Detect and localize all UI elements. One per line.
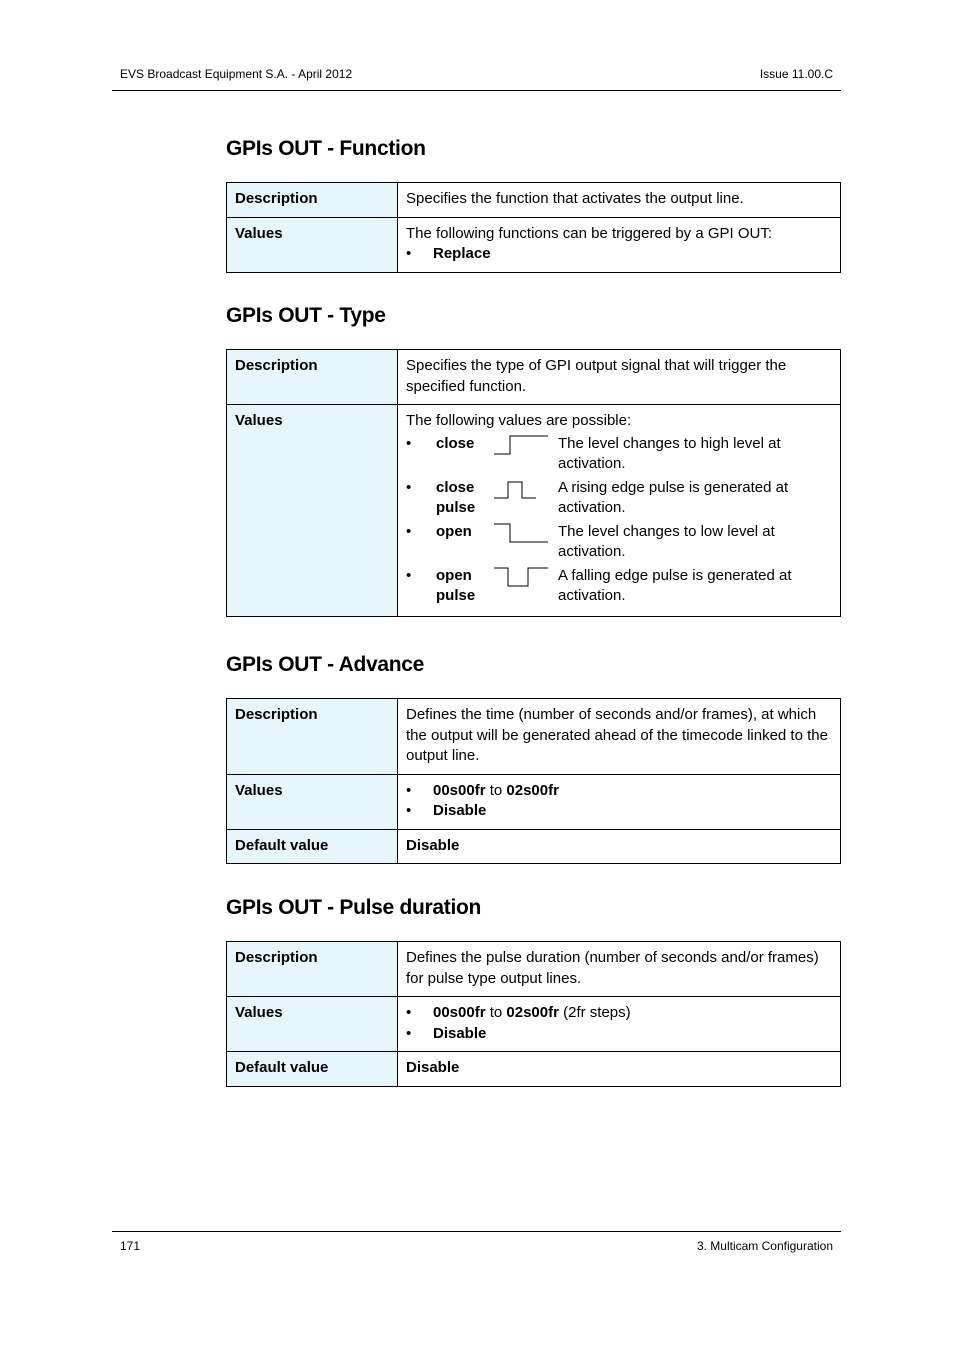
list-item: [406, 781, 832, 802]
advance-table: [226, 698, 841, 864]
bullet: •: [406, 802, 412, 819]
page-footer: [112, 1231, 841, 1253]
bullet: •: [406, 478, 412, 496]
list-item: [406, 244, 832, 265]
bullet: •: [406, 1024, 412, 1042]
row-value: [398, 997, 841, 1052]
range-to-word: to: [489, 1004, 503, 1021]
table-row: [227, 942, 841, 997]
row-label: Description: [227, 699, 398, 775]
value-description: The level changes to low level at activation.: [558, 522, 775, 560]
row-label: Description: [227, 183, 398, 218]
table-row: [227, 829, 841, 864]
list-item: [406, 566, 832, 607]
row-label: Values: [227, 774, 398, 829]
row-label: Values: [227, 997, 398, 1052]
table-row: [227, 774, 841, 829]
table-row: [227, 217, 841, 272]
table-row: [227, 1052, 841, 1087]
row-label: Default value: [227, 829, 398, 864]
bullet: •: [406, 566, 412, 584]
chapter-title: 3. Multicam Configuration: [696, 1239, 833, 1253]
value-description: The level changes to high level at activation.: [558, 434, 781, 472]
section-title-function: GPIs OUT - Function: [226, 137, 426, 160]
value-name: Replace: [433, 245, 491, 262]
list-item: [406, 801, 832, 822]
bullet: •: [406, 434, 412, 452]
value-description: A falling edge pulse is generated at activation.: [558, 566, 792, 604]
section-title-type: GPIs OUT - Type: [226, 304, 386, 327]
row-label: Description: [227, 350, 398, 405]
range-to: 02s00fr: [506, 781, 559, 799]
page-header: [112, 58, 841, 91]
value-name: Disable: [433, 1024, 487, 1042]
value-description: A rising edge pulse is generated at activation.: [558, 478, 789, 516]
section-title-pulse-duration: GPIs OUT - Pulse duration: [226, 896, 482, 919]
table-row: [227, 997, 841, 1052]
value-name: close: [436, 434, 475, 452]
default-value: Disable: [406, 836, 460, 854]
bullet: •: [406, 522, 412, 540]
list-item: [406, 478, 832, 519]
list-item: [406, 1003, 832, 1024]
value-name: open pulse: [436, 566, 476, 604]
row-value: [398, 1052, 841, 1087]
row-value: Defines the time (number of seconds and/or frames), at which the output will be generated ahead of the timecode linked to the output line.: [398, 699, 841, 775]
table-row: [227, 183, 841, 218]
list-item: [406, 522, 832, 563]
pulse-duration-table: [226, 941, 841, 1087]
section-title-advance: GPIs OUT - Advance: [226, 653, 425, 676]
rising-step-icon: [492, 434, 558, 454]
values-intro: The following values are possible:: [406, 412, 632, 429]
low-pulse-icon: [492, 566, 558, 586]
row-label: Default value: [227, 1052, 398, 1087]
row-label: Values: [227, 405, 398, 617]
bullet: •: [406, 781, 412, 799]
range-to: 02s00fr: [506, 1004, 559, 1021]
row-value: [398, 405, 841, 617]
row-label: Description: [227, 942, 398, 997]
row-value: Defines the pulse duration (number of seconds and/or frames) for pulse type output lines.: [398, 942, 841, 997]
table-row: [227, 699, 841, 775]
range-suffix: (2fr steps): [563, 1004, 631, 1021]
function-table: [226, 182, 841, 273]
row-value: Specifies the type of GPI output signal that will trigger the specified function.: [398, 350, 841, 405]
header-publisher: EVS Broadcast Equipment S.A. - April 2012: [120, 67, 353, 81]
row-value: [398, 829, 841, 864]
default-value: Disable: [406, 1059, 460, 1076]
row-label: Values: [227, 217, 398, 272]
row-value: [398, 217, 841, 272]
falling-step-icon: [492, 522, 558, 542]
range-from: 00s00fr: [433, 1004, 486, 1021]
values-intro: The following functions can be triggered by a GPI OUT:: [406, 224, 773, 242]
high-pulse-icon: [492, 478, 558, 498]
bullet: •: [406, 245, 412, 262]
value-name: close pulse: [436, 478, 476, 516]
row-value: Specifies the function that activates the output line.: [398, 183, 841, 218]
range-to-word: to: [489, 781, 503, 799]
table-row: [227, 405, 841, 617]
list-item: [406, 1024, 832, 1045]
row-value: [398, 774, 841, 829]
value-name: open: [436, 522, 472, 540]
range-from: 00s00fr: [433, 781, 486, 799]
list-item: [406, 434, 832, 475]
header-issue: Issue 11.00.C: [759, 67, 833, 81]
type-table: [226, 349, 841, 617]
bullet: •: [406, 1004, 412, 1021]
table-row: [227, 350, 841, 405]
value-name: Disable: [433, 802, 487, 819]
page-number: 171: [120, 1239, 141, 1253]
